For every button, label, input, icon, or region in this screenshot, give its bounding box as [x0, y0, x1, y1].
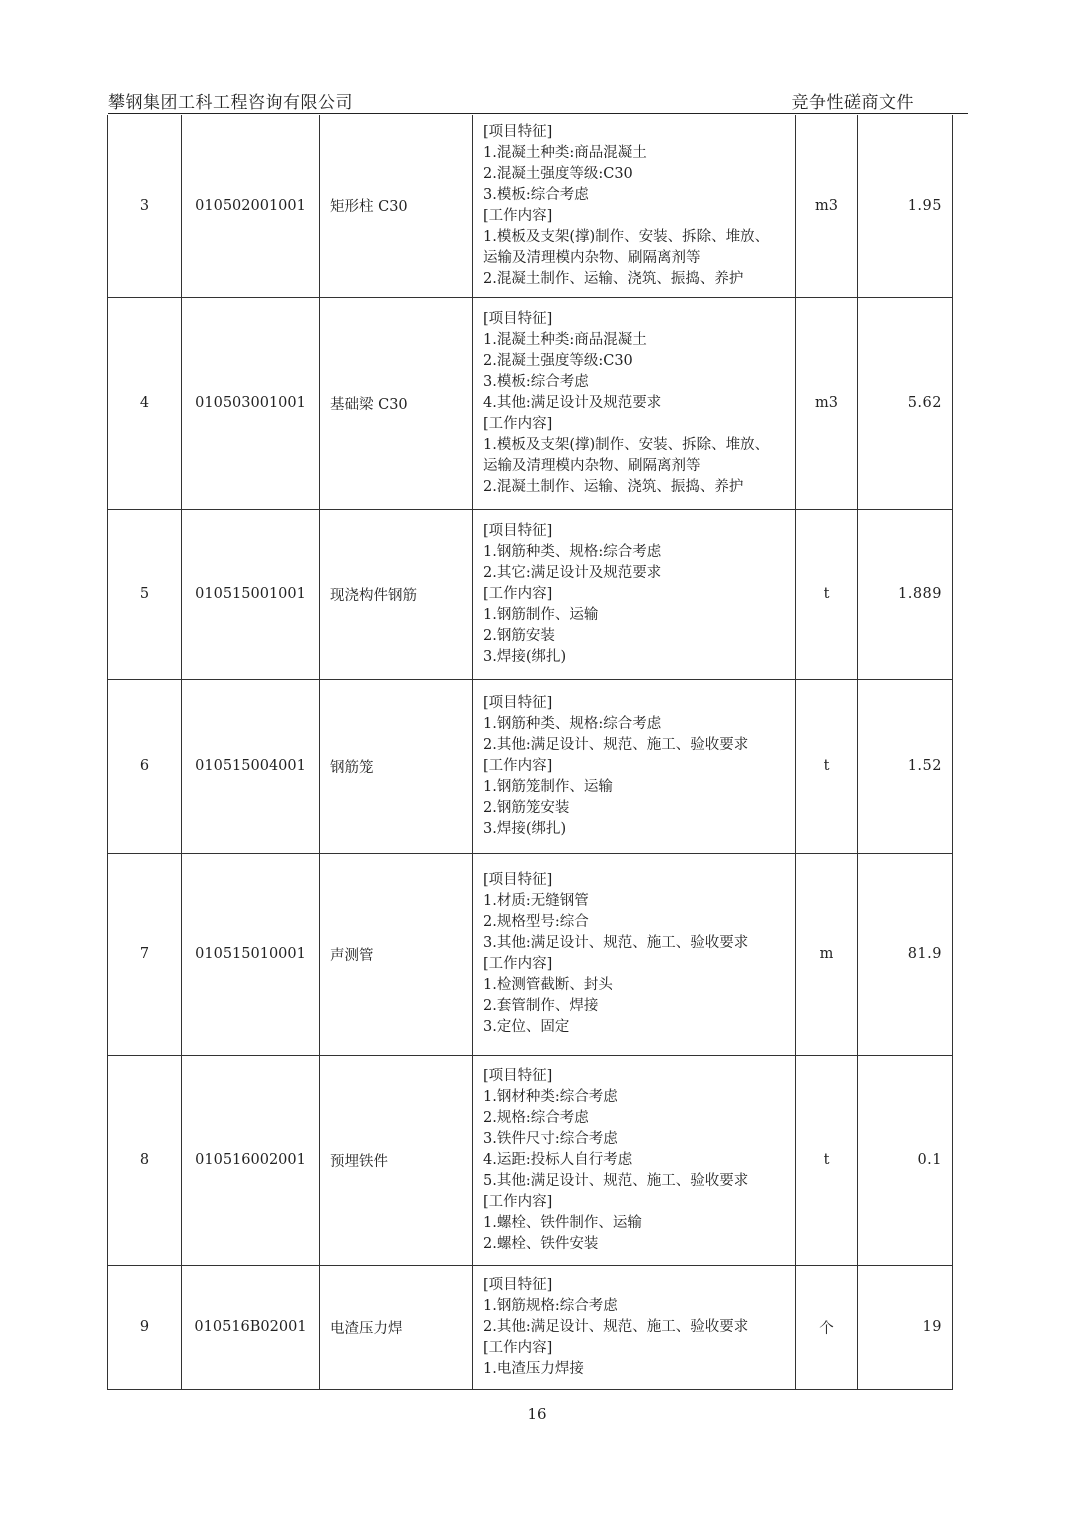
item-name-cell: 预埋铁件 — [320, 1055, 473, 1265]
description-line: 1.螺栓、铁件制作、运输 — [483, 1214, 642, 1231]
table-row — [108, 115, 953, 297]
item-number-cell: 7 — [108, 853, 182, 1055]
item-quantity-cell: 19 — [858, 1265, 953, 1389]
description-line: 1.混凝土种类:商品混凝土 — [483, 144, 647, 161]
item-unit-cell: m3 — [796, 115, 858, 297]
description-line: 3.铁件尺寸:综合考虑 — [483, 1130, 618, 1147]
description-line: [项目特征] — [483, 1067, 553, 1084]
item-unit-cell: m3 — [796, 297, 858, 509]
description-line: 1.模板及支架(撑)制作、安装、拆除、堆放、 — [483, 436, 770, 453]
description-line: [项目特征] — [483, 123, 553, 140]
item-quantity-cell: 1.52 — [858, 679, 953, 853]
item-unit-cell: t — [796, 509, 858, 679]
description-line: 5.其他:满足设计、规范、施工、验收要求 — [483, 1172, 749, 1189]
item-code-cell: 010515010001 — [182, 853, 320, 1055]
header-rule — [108, 113, 968, 114]
item-quantity-cell: 81.9 — [858, 853, 953, 1055]
table-row — [108, 853, 953, 1055]
description-line: 4.其他:满足设计及规范要求 — [483, 394, 662, 411]
item-number-cell: 8 — [108, 1055, 182, 1265]
item-code-cell: 010516002001 — [182, 1055, 320, 1265]
page-number: 16 — [527, 1405, 547, 1423]
description-line: 2.规格:综合考虑 — [483, 1109, 589, 1126]
description-line: 3.模板:综合考虑 — [483, 373, 589, 390]
item-code-cell: 010516B02001 — [182, 1265, 320, 1389]
item-description-cell — [473, 1265, 796, 1389]
item-description-cell — [473, 297, 796, 509]
item-description-cell — [473, 115, 796, 297]
item-quantity-cell: 0.1 — [858, 1055, 953, 1265]
item-quantity-cell: 1.95 — [858, 115, 953, 297]
item-name-cell: 电渣压力焊 — [320, 1265, 473, 1389]
item-number-cell: 4 — [108, 297, 182, 509]
item-number-cell: 6 — [108, 679, 182, 853]
description-line: 3.其他:满足设计、规范、施工、验收要求 — [483, 935, 749, 951]
description-line: [工作内容] — [483, 1339, 553, 1356]
description-line: 2.其他:满足设计、规范、施工、验收要求 — [483, 736, 749, 753]
description-line: 1.钢筋规格:综合考虑 — [483, 1297, 618, 1314]
description-line: [工作内容] — [483, 585, 553, 602]
company-name: 攀钢集团工科工程咨询有限公司 — [108, 93, 353, 113]
description-line: 1.电渣压力焊接 — [483, 1360, 584, 1377]
table-row — [108, 509, 953, 679]
description-line: [项目特征] — [483, 310, 553, 327]
table-row — [108, 1265, 953, 1389]
table-row — [108, 1055, 953, 1265]
bill-of-quantities-table — [107, 115, 953, 1390]
description-line: 1.材质:无缝钢管 — [483, 893, 589, 909]
description-line: 3.定位、固定 — [483, 1019, 570, 1035]
description-line: 2.钢筋笼安装 — [483, 799, 570, 816]
item-number-cell: 9 — [108, 1265, 182, 1389]
description-line: [工作内容] — [483, 1193, 553, 1210]
description-line: 2.其它:满足设计及规范要求 — [483, 564, 662, 581]
item-name-cell: 基础梁 C30 — [320, 297, 473, 509]
description-line: 2.混凝土强度等级:C30 — [483, 165, 633, 182]
description-line: [工作内容] — [483, 757, 553, 774]
item-unit-cell: m — [796, 853, 858, 1055]
item-name-cell: 钢筋笼 — [320, 679, 473, 853]
item-description-cell — [473, 853, 796, 1055]
description-line: 1.钢材种类:综合考虑 — [483, 1088, 618, 1105]
description-line: 1.钢筋制作、运输 — [483, 606, 599, 623]
description-line: 1.混凝土种类:商品混凝土 — [483, 331, 647, 348]
item-name-cell: 声测管 — [320, 853, 473, 1055]
description-line: 1.模板及支架(撑)制作、安装、拆除、堆放、 — [483, 228, 770, 245]
description-line: 2.混凝土制作、运输、浇筑、振捣、养护 — [483, 270, 744, 287]
item-name-cell: 矩形柱 C30 — [320, 115, 473, 297]
description-line: 2.钢筋安装 — [483, 627, 555, 644]
description-line: [项目特征] — [483, 872, 553, 888]
description-line: 4.运距:投标人自行考虑 — [483, 1151, 633, 1168]
item-quantity-cell: 5.62 — [858, 297, 953, 509]
document-type: 竞争性磋商文件 — [791, 93, 914, 113]
item-unit-cell: t — [796, 1055, 858, 1265]
description-line: 2.套管制作、焊接 — [483, 998, 599, 1014]
description-line: 3.焊接(绑扎) — [483, 648, 567, 665]
item-quantity-cell: 1.889 — [858, 509, 953, 679]
item-unit-cell: 个 — [796, 1265, 858, 1389]
description-line: [项目特征] — [483, 694, 553, 711]
item-code-cell: 010515001001 — [182, 509, 320, 679]
item-name-cell: 现浇构件钢筋 — [320, 509, 473, 679]
table-row — [108, 679, 953, 853]
description-line: 3.模板:综合考虑 — [483, 186, 589, 203]
description-line: 运输及清理模内杂物、刷隔离剂等 — [483, 457, 701, 474]
item-description-cell — [473, 509, 796, 679]
description-line: [项目特征] — [483, 1276, 553, 1293]
description-line: 运输及清理模内杂物、刷隔离剂等 — [483, 249, 701, 266]
description-line: 2.其他:满足设计、规范、施工、验收要求 — [483, 1318, 749, 1335]
item-number-cell: 5 — [108, 509, 182, 679]
description-line: [工作内容] — [483, 415, 553, 432]
description-line: 2.混凝土制作、运输、浇筑、振捣、养护 — [483, 478, 744, 495]
table-row — [108, 297, 953, 509]
description-line: 1.钢筋笼制作、运输 — [483, 778, 613, 795]
description-line: 1.钢筋种类、规格:综合考虑 — [483, 715, 662, 732]
description-line: [工作内容] — [483, 956, 553, 972]
item-code-cell: 010502001001 — [182, 115, 320, 297]
item-description-cell — [473, 1055, 796, 1265]
item-code-cell: 010503001001 — [182, 297, 320, 509]
description-line: 1.钢筋种类、规格:综合考虑 — [483, 543, 662, 560]
description-line: 2.混凝土强度等级:C30 — [483, 352, 633, 369]
description-line: [项目特征] — [483, 522, 553, 539]
description-line: 2.规格型号:综合 — [483, 914, 589, 930]
item-unit-cell: t — [796, 679, 858, 853]
description-line: 3.焊接(绑扎) — [483, 820, 567, 837]
description-line: 1.检测管截断、封头 — [483, 977, 613, 993]
item-number-cell: 3 — [108, 115, 182, 297]
description-line: 2.螺栓、铁件安装 — [483, 1235, 599, 1252]
item-code-cell: 010515004001 — [182, 679, 320, 853]
item-description-cell — [473, 679, 796, 853]
description-line: [工作内容] — [483, 207, 553, 224]
page-header — [108, 86, 968, 114]
